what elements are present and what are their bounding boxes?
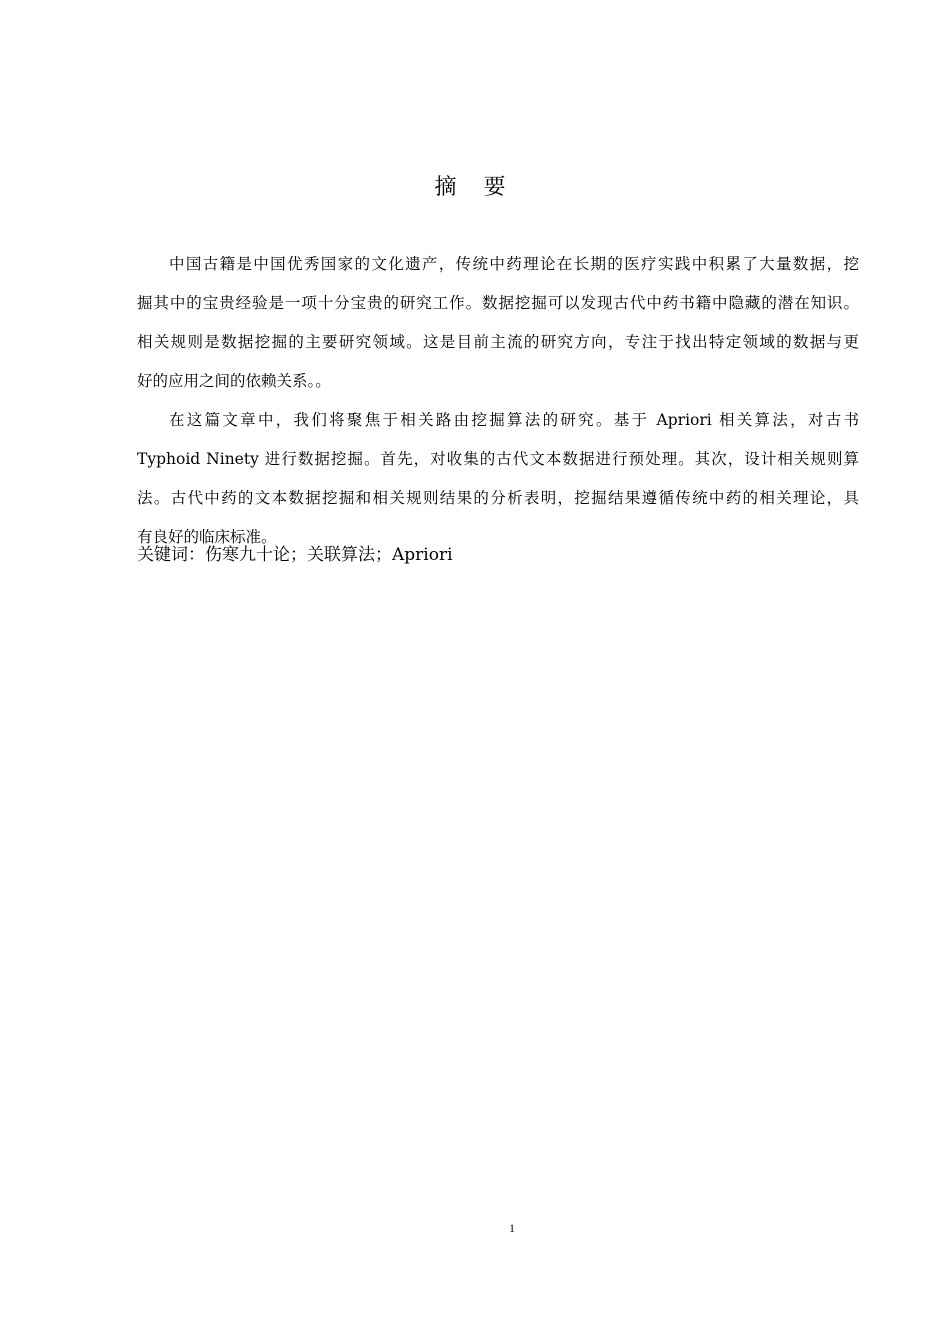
keywords-line xyxy=(137,540,453,565)
abstract-paragraph-1 xyxy=(137,245,859,401)
paragraph-line: 好的应用之间的依赖关系。。 xyxy=(137,372,331,390)
page-number: 1 xyxy=(509,1221,515,1235)
paragraph-line: 在这篇文章中，我们将聚焦于相关路由挖掘算法的研究。基于 Apriori 相关算法，对古书 xyxy=(169,411,859,429)
keywords-value: 伤寒九十论；关联算法；Apriori xyxy=(205,545,453,565)
paragraph-line: 法。古代中药的文本数据挖掘和相关规则结果的分析表明，挖掘结果遵循传统中药的相关理论，具 xyxy=(137,489,859,507)
paragraph-line: 掘其中的宝贵经验是一项十分宝贵的研究工作。数据挖掘可以发现古代中药书籍中隐藏的潜在知识。 xyxy=(137,294,859,312)
paragraph-line: 有良好的临床标准。 xyxy=(137,528,277,546)
keywords-label: 关键词： xyxy=(137,545,205,565)
paragraph-line: 相关规则是数据挖掘的主要研究领域。这是目前主流的研究方向，专注于找出特定领域的数据与更 xyxy=(137,333,859,351)
abstract-body xyxy=(137,245,859,557)
paragraph-line: Typhoid Ninety 进行数据挖掘。首先，对收集的古代文本数据进行预处理。其次，设计相关规则算 xyxy=(137,450,859,468)
abstract-title: 摘 要 xyxy=(434,175,516,200)
paragraph-line: 中国古籍是中国优秀国家的文化遗产，传统中药理论在长期的医疗实践中积累了大量数据，挖 xyxy=(169,255,859,273)
abstract-paragraph-2 xyxy=(137,401,859,557)
